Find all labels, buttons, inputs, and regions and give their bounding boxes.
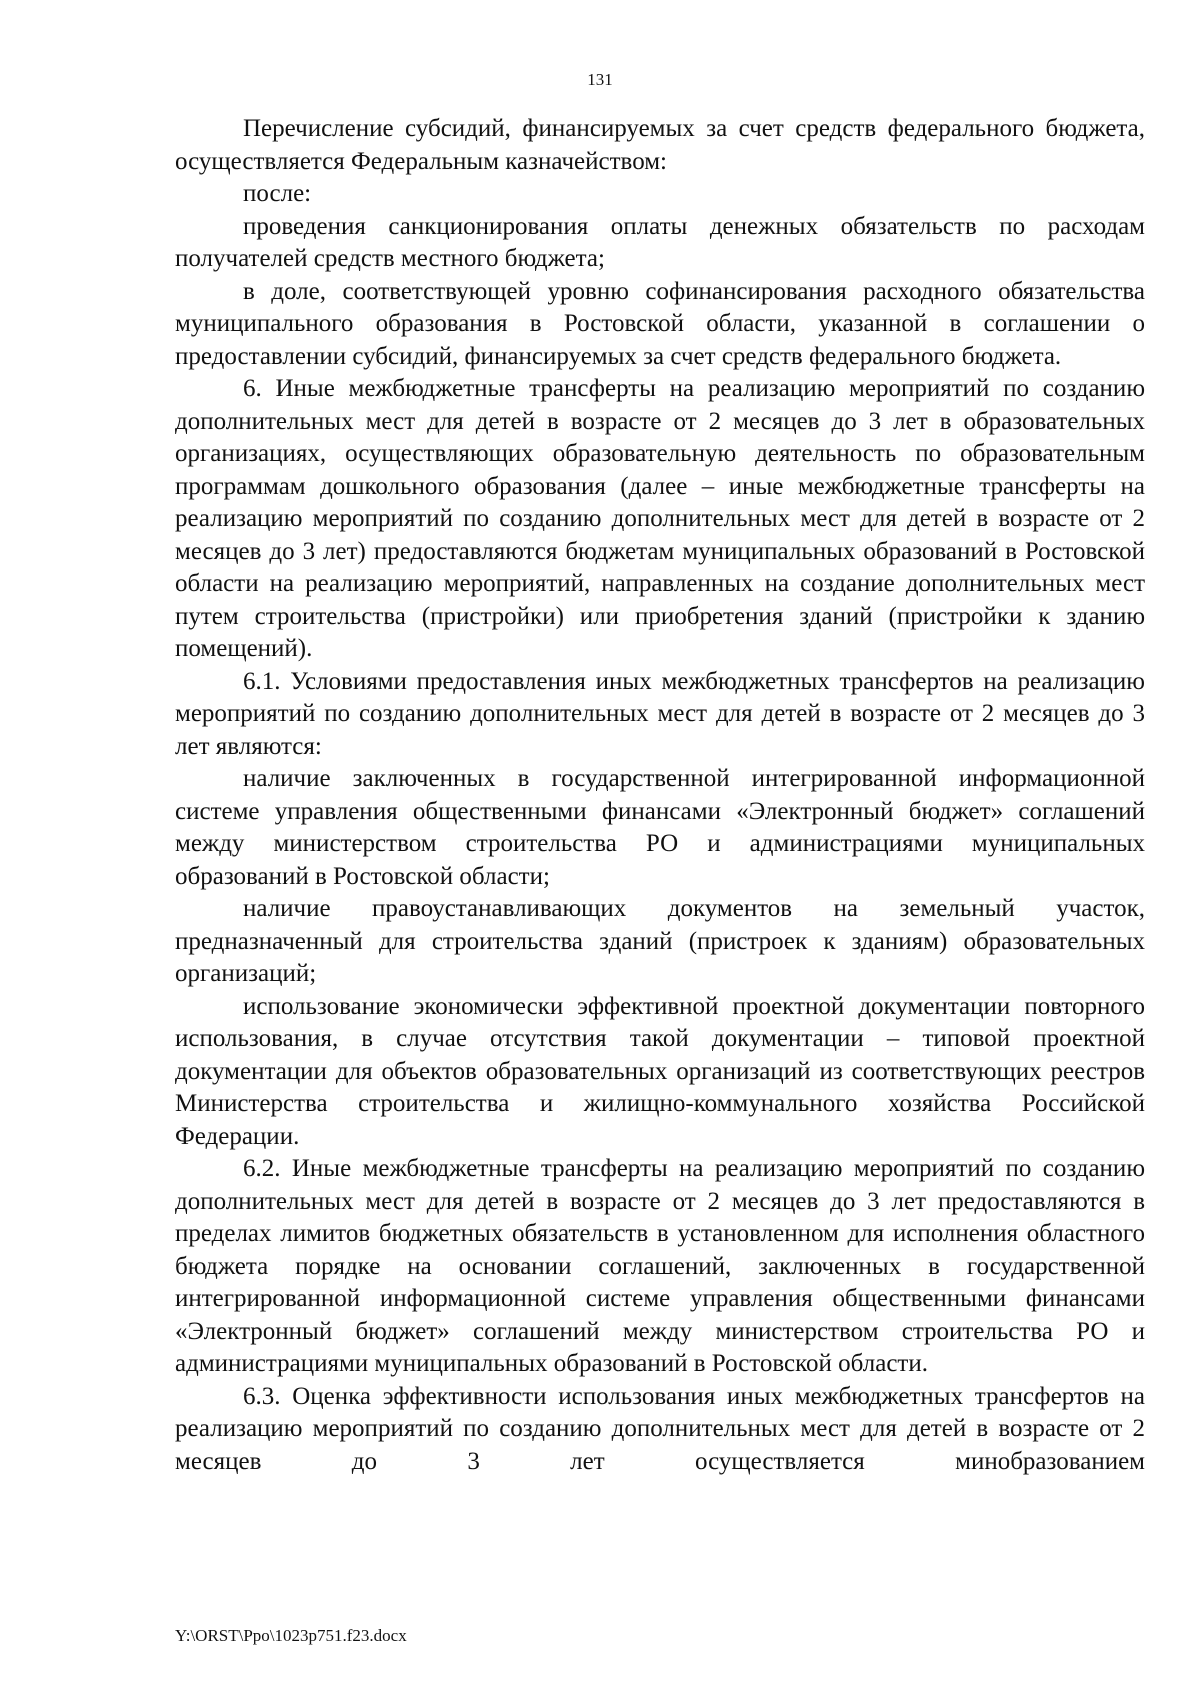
paragraph-condition-agreements: наличие заключенных в государственной интегрированной информационной системе управления общественными финансами «Электронный бюджет» соглашений между министерством строительства РО и администрациями муниципальных образований в Ростовской области; <box>175 765 1145 890</box>
paragraph-section-6-1: 6.1. Условиями предоставления иных межбюджетных трансфертов на реализацию мероприятий по созданию дополнительных мест для детей в возрасте от 2 месяцев до 3 лет являются: <box>175 667 1145 760</box>
paragraph-section-6: 6. Иные межбюджетные трансферты на реализацию мероприятий по созданию дополнительных мест для детей в возрасте от 2 месяцев до 3 лет в образовательных организациях, осуществляющих образовательную деятельность по образовательным программам дошкольного образования (далее – иные межбюджетные трансферты на реализацию мероприятий по созданию дополнительных мест для детей в возрасте от 2 месяцев до 3 лет) предоставляются бюджетам муниципальных образований в Ростовской области на реализацию мероприятий, направленных на создание дополнительных мест путем строительства (пристройки) или приобретения зданий (пристройки к зданию помещений). <box>175 375 1145 662</box>
footer-file-path: Y:\ORST\Ppo\1023p751.f23.docx <box>175 1626 407 1645</box>
paragraph-section-6-3: 6.3. Оценка эффективности использования иных межбюджетных трансфертов на реализацию мероприятий по созданию дополнительных мест для детей в возрасте от 2 месяцев до 3 лет осуществляется минобразованием <box>175 1382 1145 1475</box>
document-body <box>175 113 1145 1478</box>
paragraph-section-6-2: 6.2. Иные межбюджетные трансферты на реализацию мероприятий по созданию дополнительных мест для детей в возрасте от 2 месяцев до 3 лет предоставляются в пределах лимитов бюджетных обязательств в установленном для исполнения областного бюджета порядке на основании соглашений, заключенных в государственной интегрированной информационной системе управления общественными финансами «Электронный бюджет» соглашений между министерством строительства РО и администрациями муниципальных образований в Ростовской области. <box>175 1155 1145 1377</box>
paragraph-condition-design-documentation: использование экономически эффективной проектной документации повторного использования, в случае отсутствия такой документации – типовой проектной документации для объектов образовательных организаций из соответствующих реестров Министерства строительства и жилищно-коммунального хозяйства Российской Федерации. <box>175 992 1145 1150</box>
paragraph-condition-land-documents: наличие правоустанавливающих документов на земельный участок, предназначенный для строительства зданий (пристроек к зданиям) образовательных организаций; <box>175 895 1145 987</box>
paragraph-after: после: <box>243 180 312 207</box>
paragraph-authorization: проведения санкционирования оплаты денежных обязательств по расходам получателей средств местного бюджета; <box>175 212 1145 272</box>
page-number: 131 <box>587 70 613 89</box>
paragraph-cofinancing-share: в доле, соответствующей уровню софинансирования расходного обязательства муниципального образования в Ростовской области, указанной в соглашении о предоставлении субсидий, финансируемых за счет средств федерального бюджета. <box>175 277 1145 370</box>
paragraph-transfer-subsidies: Перечисление субсидий, финансируемых за счет средств федерального бюджета, осуществляется Федеральным казначейством: <box>175 115 1145 175</box>
